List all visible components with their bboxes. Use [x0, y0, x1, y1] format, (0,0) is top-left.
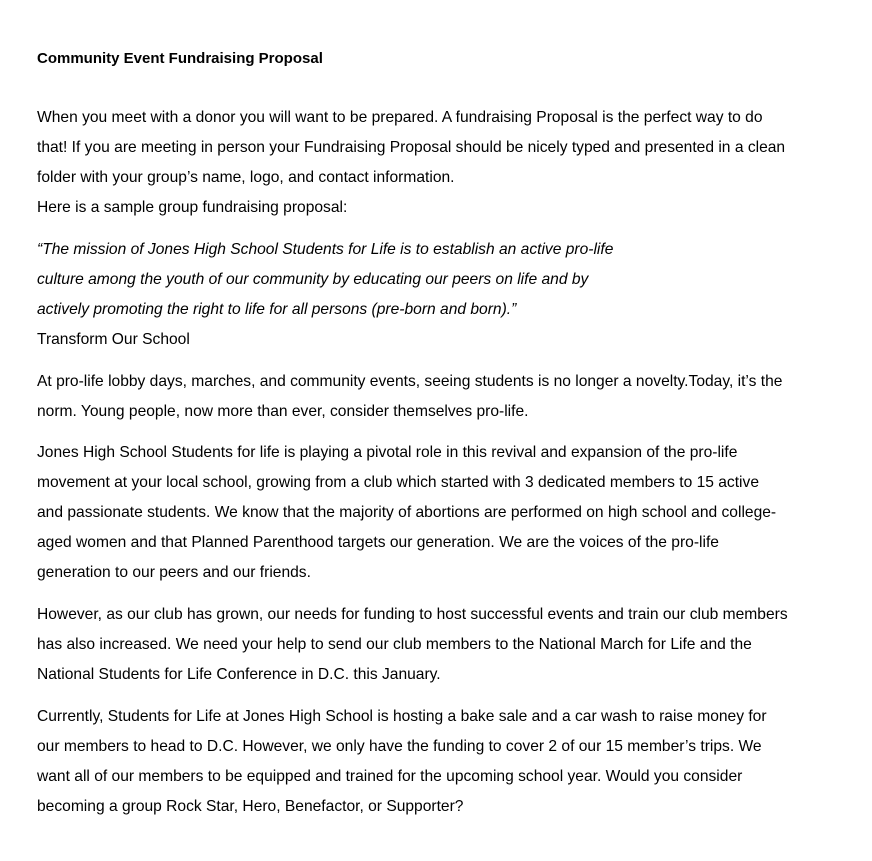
text-line: When you meet with a donor you will want to be prepared. A fundraising Proposal is the perfect way to do [37, 109, 763, 126]
text-line: At pro-life lobby days, marches, and community events, seeing students is no longer a novelty.Today, it’s the [37, 373, 783, 390]
document-title: Community Event Fundraising Proposal [37, 50, 323, 67]
text-line: “The mission of Jones High School Students for Life is to establish an active pro-life [37, 241, 614, 258]
text-line: generation to our peers and our friends. [37, 564, 311, 581]
subheading-text: Transform Our School [37, 331, 190, 348]
text-line: norm. Young people, now more than ever, consider themselves pro-life. [37, 403, 529, 420]
text-line: becoming a group Rock Star, Hero, Benefactor, or Supporter? [37, 798, 464, 815]
text-line: Currently, Students for Life at Jones High School is hosting a bake sale and a car wash to raise money for [37, 708, 767, 725]
text-line: that! If you are meeting in person your Fundraising Proposal should be nicely typed and presented in a clean [37, 139, 786, 156]
text-line: Jones High School Students for life is playing a pivotal role in this revival and expansion of the pro-life [37, 444, 738, 461]
text-line: actively promoting the right to life for all persons (pre-born and born).” [37, 301, 517, 318]
mission-statement [37, 235, 852, 325]
text-line: our members to head to D.C. However, we only have the funding to cover 2 of our 15 member’s trips. We [37, 738, 762, 755]
text-line: However, as our club has grown, our needs for funding to host successful events and train our club members [37, 606, 788, 623]
text-line: movement at your local school, growing from a club which started with 3 dedicated members to 15 active [37, 474, 759, 491]
text-line: folder with your group’s name, logo, and contact information. [37, 169, 455, 186]
body-paragraph [37, 600, 852, 690]
intro-paragraph [37, 103, 852, 223]
text-line: National Students for Life Conference in D.C. this January. [37, 666, 441, 683]
body-paragraph [37, 702, 852, 822]
text-line: has also increased. We need your help to send our club members to the National March for Life and the [37, 636, 752, 653]
text-line: Here is a sample group fundraising proposal: [37, 199, 348, 216]
body-paragraph [37, 367, 852, 427]
text-line: aged women and that Planned Parenthood targets our generation. We are the voices of the pro-life [37, 534, 719, 551]
text-line: want all of our members to be equipped and trained for the upcoming school year. Would you consider [37, 768, 743, 785]
text-line: culture among the youth of our community by educating our peers on life and by [37, 271, 589, 288]
section-subheading [37, 325, 852, 355]
body-paragraph [37, 438, 852, 588]
text-line: and passionate students. We know that the majority of abortions are performed on high school and college- [37, 504, 777, 521]
